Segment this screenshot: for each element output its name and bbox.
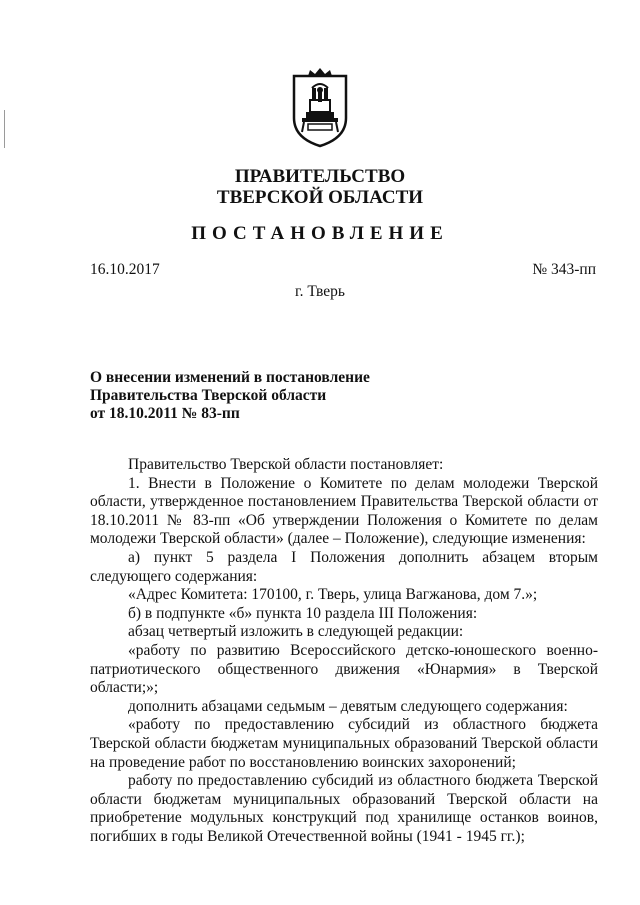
document-date: 16.10.2017 xyxy=(90,261,160,278)
paragraph: 1. Внести в Положение о Комитете по делам молодежи Тверской области, утвержденное постановлением Правительства Тверской области от 18.10.2011 № 83-пп «Об утверждении Положения о Комитете по делам молодежи Тверской области» (далее – Положение), следующие изменения: xyxy=(90,474,598,548)
paragraph: абзац четвертый изложить в следующей редакции: xyxy=(128,623,464,641)
paragraph: а) пункт 5 раздела I Положения дополнить абзацем вторым следующего содержания: xyxy=(90,548,598,585)
subject-line1: О внесении изменений в постановление xyxy=(90,369,370,386)
paragraph: дополнить абзацами седьмым – девятым следующего содержания: xyxy=(128,697,568,715)
scan-edge-mark xyxy=(4,110,5,148)
paragraph: Правительство Тверской области постановляет: xyxy=(128,456,444,473)
paragraph: работу по предоставлению субсидий из областного бюджета Тверской области бюджетам муниципальных образований Тверской области на приобретение модульных конструкций под хранилище останков воинов, погибших в годы Великой Отечественной войны (1941 - 1945 гг.); xyxy=(90,772,598,845)
subject-line3: от 18.10.2011 № 83-пп xyxy=(90,405,240,422)
document-number: № 343-пп xyxy=(532,261,596,278)
subject-line2: Правительства Тверской области xyxy=(90,387,327,404)
document-type: ПОСТАНОВЛЕНИЕ xyxy=(191,223,449,244)
paragraph: «работу по развитию Всероссийского детско-юношеского военно-патриотического общественного движения «Юнармия» в Тверской области;»; xyxy=(90,641,598,697)
paragraph: «работу по предоставлению субсидий из областного бюджета Тверской области бюджетам муниципальных образований Тверской области на проведение работ по восстановлению воинских захоронений; xyxy=(90,716,598,771)
paragraph: б) в подпункте «б» пункта 10 раздела III Положения: xyxy=(128,604,478,622)
document-city: г. Тверь xyxy=(295,283,345,300)
document-subject xyxy=(90,369,370,423)
government-title xyxy=(0,166,640,208)
document-body xyxy=(90,456,598,846)
government-title-line2: ТВЕРСКОЙ ОБЛАСТИ xyxy=(216,187,424,208)
paragraph: «Адрес Комитета: 170100, г. Тверь, улица Вагжанова, дом 7.»; xyxy=(128,586,538,604)
government-title-line1: ПРАВИТЕЛЬСТВО xyxy=(234,166,406,187)
tver-coat-of-arms-icon xyxy=(288,68,352,148)
